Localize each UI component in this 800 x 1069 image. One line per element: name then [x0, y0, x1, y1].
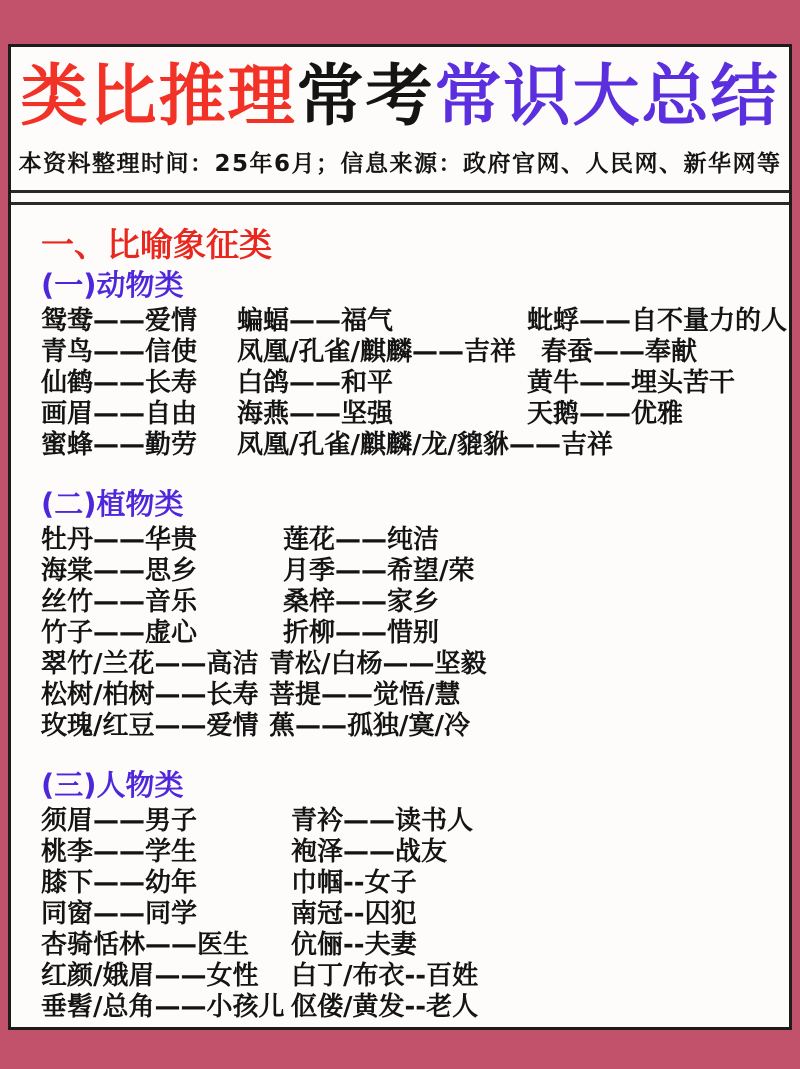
analogy-item: 蕉——孤独/寞/冷 — [269, 710, 470, 741]
analogy-item: 桃李——学生 — [41, 836, 198, 867]
analogy-item: 青鸟——信使 — [41, 336, 198, 367]
analogy-item: 仙鹤——长寿 — [41, 367, 198, 398]
page-title — [11, 55, 789, 139]
analogy-item: 海燕——坚强 — [237, 398, 394, 429]
divider-line-top — [11, 190, 789, 193]
analogy-item: 黄牛——埋头苦干 — [527, 367, 736, 398]
analogy-item: 白丁/布衣--百姓 — [291, 960, 479, 991]
content-frame — [8, 44, 792, 1030]
title-segment-purple: 常识大总结 — [434, 57, 780, 135]
content-body — [11, 225, 789, 1023]
analogy-item: 月季——希望/荣 — [283, 555, 475, 586]
plant-analogy-list — [41, 525, 771, 742]
section-heading: 一、比喻象征类 — [41, 224, 272, 264]
subsection-person-heading: (三)人物类 — [41, 767, 184, 802]
analogy-item: 春蚕——奉献 — [541, 336, 698, 367]
subsection-animal-heading: (一)动物类 — [41, 267, 184, 302]
analogy-item: 巾帼--女子 — [291, 867, 417, 898]
analogy-item: 菩提——觉悟/慧 — [269, 679, 461, 710]
analogy-item: 杏骑恬林——医生 — [41, 929, 250, 960]
analogy-item: 膝下——幼年 — [41, 867, 198, 898]
analogy-item: 青衿——读书人 — [291, 805, 474, 836]
analogy-item: 垂髫/总角——小孩儿 — [41, 991, 285, 1022]
analogy-item: 鸳鸯——爱情 — [41, 305, 198, 336]
analogy-item: 蚍蜉——自不量力的人 — [527, 305, 788, 336]
analogy-item: 伉俪--夫妻 — [291, 929, 417, 960]
analogy-item: 凤凰/孔雀/麒麟/龙/貔貅——吉祥 — [237, 429, 613, 460]
analogy-item: 桑梓——家乡 — [283, 586, 440, 617]
analogy-item: 红颜/娥眉——女性 — [41, 960, 259, 991]
analogy-item: 丝竹——音乐 — [41, 586, 198, 617]
analogy-item: 竹子——虚心 — [41, 617, 198, 648]
analogy-item: 玫瑰/红豆——爱情 — [41, 710, 259, 741]
subtitle: 本资料整理时间：25年6月；信息来源：政府官网、人民网、新华网等 — [18, 150, 782, 177]
analogy-item: 凤凰/孔雀/麒麟——吉祥 — [237, 336, 516, 367]
analogy-item: 海棠——思乡 — [41, 555, 198, 586]
title-segment-red: 类比推理 — [20, 57, 297, 135]
analogy-item: 伛偻/黄发--老人 — [291, 991, 479, 1022]
analogy-item: 牡丹——华贵 — [41, 524, 198, 555]
person-analogy-list — [41, 806, 771, 1023]
analogy-item: 画眉——自由 — [41, 398, 198, 429]
analogy-item: 同窗——同学 — [41, 898, 198, 929]
analogy-item: 折柳——惜别 — [283, 617, 440, 648]
analogy-item: 翠竹/兰花——高洁 — [41, 648, 259, 679]
analogy-item: 天鹅——优雅 — [527, 398, 684, 429]
analogy-item: 松树/柏树——长寿 — [41, 679, 259, 710]
divider-line-bottom — [11, 202, 789, 205]
analogy-item: 须眉——男子 — [41, 805, 198, 836]
subsection-plant-heading: (二)植物类 — [41, 486, 184, 521]
analogy-item: 袍泽——战友 — [291, 836, 448, 867]
analogy-item: 白鸽——和平 — [237, 367, 394, 398]
analogy-item: 蜜蜂——勤劳 — [41, 429, 198, 460]
analogy-item: 蝙蝠——福气 — [237, 305, 394, 336]
analogy-item: 青松/白杨——坚毅 — [269, 648, 487, 679]
animal-analogy-list — [41, 305, 788, 461]
analogy-item: 莲花——纯洁 — [283, 524, 440, 555]
title-segment-black: 常考 — [296, 57, 435, 135]
analogy-item: 南冠--囚犯 — [291, 898, 417, 929]
